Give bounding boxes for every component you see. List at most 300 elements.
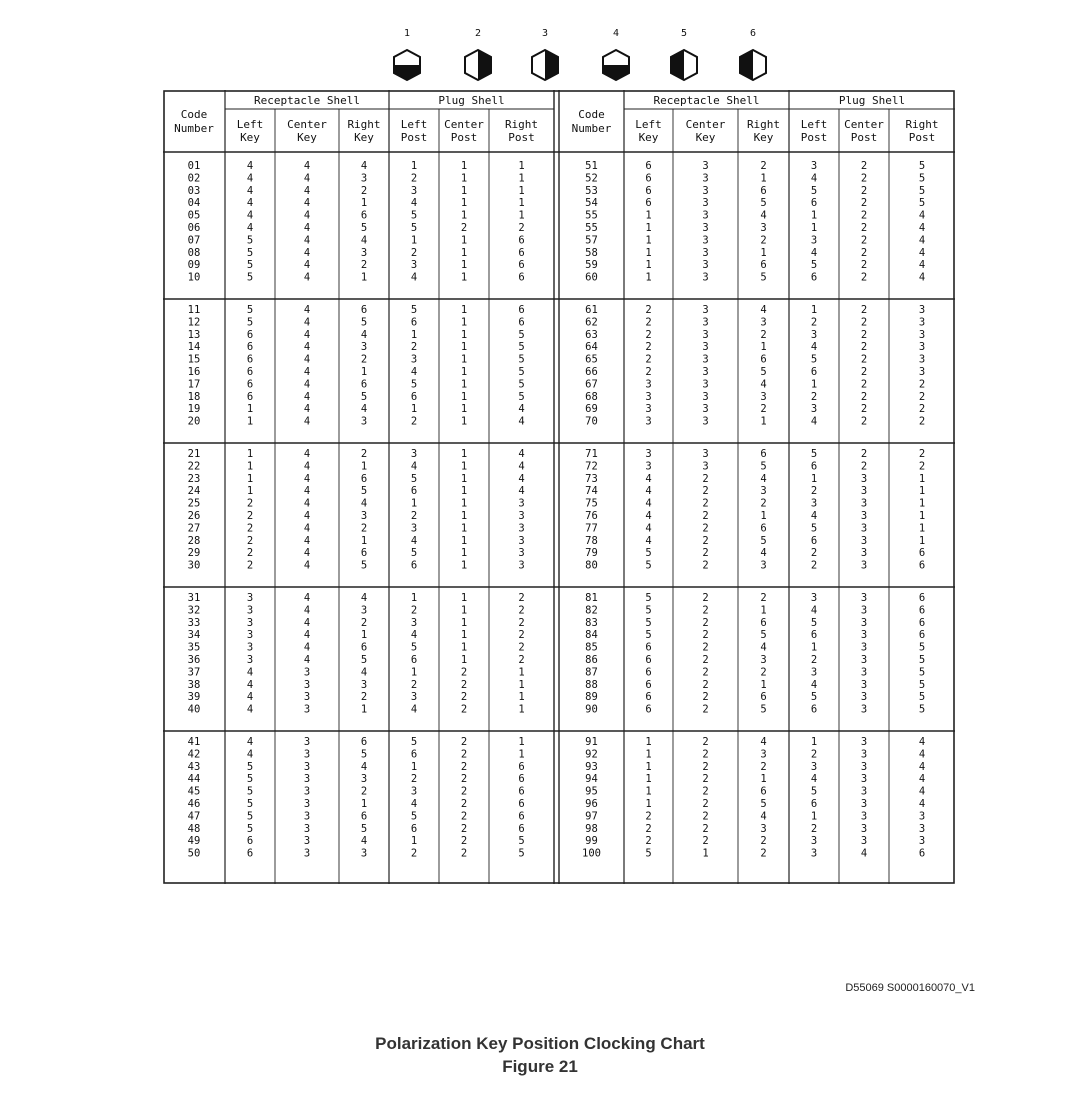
left-key-cell: 4 [246,691,254,704]
right-post-cell: 3 [518,522,525,535]
left-post-cell: 1 [410,328,418,341]
right-post-cell: 1 [918,522,926,535]
code-number-cell: 45 [187,785,201,798]
right-key-cell: 3 [360,246,368,259]
left-post-cell: 2 [410,773,418,786]
center-key-cell: 2 [702,604,709,617]
center-key-cell: 4 [303,448,311,460]
code-number-cell: 04 [187,197,201,210]
center-post-cell: 1 [460,592,468,604]
center-key-cell: 3 [702,448,709,460]
center-post-cell: 3 [860,641,868,654]
center-key-cell: 3 [303,703,311,716]
left-post-cell: 6 [810,271,818,284]
right-key-cell: 3 [360,510,368,522]
right-post-cell: 1 [518,197,525,210]
table-row [188,642,525,654]
right-post-cell: 1 [918,534,926,547]
key-position-number: 3 [541,28,549,39]
left-key-cell: 1 [645,222,652,234]
left-post-cell: 1 [810,736,818,748]
table-row [188,403,525,415]
right-post-cell: 2 [918,460,926,473]
left-post-cell: 4 [410,703,418,716]
code-number-cell: 02 [187,172,201,185]
left-key-cell: 4 [246,666,254,679]
left-key-cell: 4 [645,510,652,522]
center-post-cell: 1 [460,448,468,460]
table-row [585,234,925,246]
table-row [585,592,925,604]
hexagon-half-bottom-filled-icon [391,48,423,82]
center-key-cell: 2 [702,703,709,716]
left-key-cell: 6 [246,353,254,366]
right-key-cell: 2 [760,760,767,773]
code-number-cell: 44 [187,773,201,786]
left-post-cell: 4 [810,246,818,259]
right-key-cell: 5 [360,316,368,329]
right-post-cell: 4 [918,748,926,761]
left-key-cell: 1 [645,785,652,798]
center-key-cell: 3 [702,415,709,428]
key-position-number: 6 [749,28,757,39]
right-post-cell: 1 [918,472,926,485]
center-post-cell: 2 [860,378,868,391]
table-row [188,679,525,691]
center-key-cell: 4 [303,271,311,284]
left-post-cell: 1 [410,835,418,848]
right-key-cell: 4 [360,666,368,679]
code-number-cell: 41 [187,736,201,748]
table-row [188,798,525,810]
center-post-cell: 2 [860,353,868,366]
key-position-number: 4 [612,28,620,39]
right-key-cell: 1 [760,773,767,786]
left-key-cell: 1 [645,736,652,748]
code-number-cell: 30 [187,559,201,572]
table-row [188,604,525,616]
right-post-cell: 3 [918,328,926,341]
right-key-cell: 6 [760,353,767,366]
center-post-cell: 2 [860,328,868,341]
center-post-cell: 1 [460,197,468,210]
center-post-cell: 1 [460,184,468,197]
code-number-cell: 12 [187,316,201,329]
code-number-cell: 06 [187,222,201,234]
column-header-center-post: Post [450,131,478,144]
right-key-cell: 4 [360,592,368,604]
left-key-cell: 5 [645,547,652,560]
table-row [188,704,525,716]
table-row [188,416,525,428]
center-post-cell: 1 [460,415,468,428]
center-post-cell: 1 [460,378,468,391]
right-post-cell: 3 [518,497,525,510]
left-key-cell: 6 [246,847,254,860]
code-number-cell: 95 [585,785,598,798]
left-post-cell: 3 [810,847,818,860]
right-key-cell: 4 [360,760,368,773]
code-number-cell: 72 [585,460,598,473]
center-key-cell: 4 [303,222,311,234]
left-key-cell: 6 [246,366,254,378]
left-key-cell: 1 [246,472,254,485]
code-number-cell: 57 [585,234,598,247]
center-key-cell: 3 [702,259,709,272]
center-post-cell: 2 [460,785,468,798]
table-row [188,460,525,472]
center-post-cell: 3 [860,748,868,761]
column-header-left-post: Post [800,131,828,144]
center-post-cell: 2 [860,197,868,210]
left-post-cell: 2 [810,390,818,403]
right-post-cell: 2 [918,415,926,428]
right-key-cell: 2 [360,522,368,535]
left-key-cell: 1 [645,798,652,810]
right-post-cell: 4 [518,403,525,416]
right-post-cell: 5 [518,847,525,860]
table-row [585,378,925,390]
left-post-cell: 1 [810,209,818,222]
code-number-cell: 07 [187,234,201,247]
table-row [188,691,525,703]
left-post-cell: 1 [410,160,418,172]
left-post-cell: 5 [810,448,818,460]
right-key-cell: 6 [760,184,767,197]
right-post-cell: 3 [918,835,926,848]
center-key-cell: 2 [702,616,709,629]
table-row [188,510,525,522]
right-key-cell: 6 [360,304,368,316]
center-post-cell: 1 [460,259,468,272]
left-key-cell: 6 [645,654,652,666]
right-post-cell: 4 [918,209,926,222]
left-key-cell: 3 [645,460,652,473]
center-key-cell: 3 [702,316,709,329]
key-position-2 [456,28,500,86]
right-post-cell: 5 [518,366,525,378]
right-post-cell: 4 [518,472,525,485]
center-key-cell: 3 [702,304,709,316]
left-post-cell: 2 [410,604,418,617]
left-key-cell: 3 [246,654,254,666]
right-post-cell: 5 [918,160,926,172]
center-key-cell: 2 [702,497,709,510]
center-post-cell: 1 [460,547,468,560]
right-post-cell: 4 [518,448,525,460]
center-post-cell: 1 [460,654,468,666]
table-row [188,341,525,353]
right-post-cell: 1 [918,485,926,498]
center-key-cell: 4 [303,378,311,391]
right-key-cell: 5 [760,534,767,547]
left-post-cell: 4 [410,366,418,378]
key-position-6 [731,28,775,86]
right-key-cell: 1 [360,798,368,810]
center-post-cell: 2 [860,390,868,403]
center-key-cell: 2 [702,798,709,810]
left-key-cell: 2 [246,534,254,547]
table-row [188,736,525,748]
center-post-cell: 2 [860,460,868,473]
right-post-cell: 6 [918,547,926,560]
code-number-cell: 48 [187,822,201,835]
left-key-cell: 6 [645,691,652,704]
right-post-cell: 5 [518,390,525,403]
center-key-cell: 2 [702,760,709,773]
left-key-cell: 3 [645,448,652,460]
right-key-cell: 4 [360,328,368,341]
center-post-cell: 2 [860,222,868,234]
table-row [585,391,925,403]
code-number-cell: 15 [187,353,201,366]
code-number-cell: 18 [187,390,201,403]
center-key-cell: 1 [702,847,709,860]
center-post-cell: 2 [460,822,468,835]
right-key-cell: 2 [360,259,368,272]
code-number-cell: 93 [585,760,598,773]
table-row [585,247,925,259]
table-row [585,823,925,835]
center-post-cell: 1 [460,604,468,617]
left-key-cell: 3 [246,592,254,604]
left-post-cell: 5 [410,378,418,391]
left-key-cell: 5 [246,316,254,329]
center-key-cell: 2 [702,534,709,547]
left-key-cell: 5 [246,760,254,773]
left-post-cell: 5 [810,691,818,704]
left-post-cell: 5 [810,259,818,272]
center-post-cell: 2 [860,415,868,428]
right-post-cell: 4 [918,246,926,259]
center-key-cell: 2 [702,641,709,654]
code-number-cell: 24 [187,485,201,498]
column-header-code-number: Code [578,108,605,121]
left-post-cell: 4 [410,271,418,284]
left-post-cell: 6 [410,559,418,572]
table-row [585,222,925,234]
right-key-cell: 1 [360,460,368,473]
code-number-cell: 99 [585,835,598,848]
center-post-cell: 2 [460,773,468,786]
center-key-cell: 3 [303,666,311,679]
right-post-cell: 1 [918,497,926,510]
left-post-cell: 4 [810,604,818,617]
column-header-code-number: Number [174,122,214,135]
right-key-cell: 2 [760,497,767,510]
hexagon-half-right-filled-icon [529,48,561,82]
table-row [585,304,925,316]
right-key-cell: 2 [360,353,368,366]
table-row [188,810,525,822]
center-key-cell: 3 [702,378,709,391]
left-key-cell: 4 [246,736,254,748]
center-post-cell: 1 [460,497,468,510]
table-row [188,835,525,847]
right-key-cell: 6 [360,472,368,485]
center-post-cell: 2 [460,678,468,691]
right-post-cell: 6 [918,629,926,642]
right-post-cell: 4 [518,460,525,473]
center-post-cell: 3 [860,592,868,604]
left-post-cell: 2 [810,654,818,666]
table-row [585,185,925,197]
left-post-cell: 1 [410,234,418,247]
right-post-cell: 5 [918,641,926,654]
left-post-cell: 3 [810,403,818,416]
table-row [188,773,525,785]
code-number-cell: 05 [187,209,201,222]
left-key-cell: 4 [246,748,254,761]
right-post-cell: 4 [918,773,926,786]
left-key-cell: 5 [246,810,254,823]
table-row [188,654,525,666]
group-header-receptacle-shell: Receptacle Shell [254,94,360,107]
center-post-cell: 2 [860,160,868,172]
left-post-cell: 4 [810,773,818,786]
right-post-cell: 6 [918,604,926,617]
center-post-cell: 2 [460,835,468,848]
left-key-cell: 4 [645,497,652,510]
code-number-cell: 55 [585,222,598,234]
table-row [585,510,925,522]
center-post-cell: 3 [860,629,868,642]
code-number-cell: 69 [585,403,598,416]
center-post-cell: 2 [860,304,868,316]
right-key-cell: 1 [760,510,767,522]
table-row [585,666,925,678]
center-post-cell: 1 [460,522,468,535]
code-number-cell: 39 [187,691,201,704]
code-number-cell: 63 [585,328,598,341]
table-row [188,560,525,572]
left-post-cell: 2 [810,559,818,572]
right-key-cell: 2 [360,448,368,460]
center-key-cell: 4 [303,366,311,378]
right-post-cell: 6 [918,592,926,604]
center-key-cell: 2 [702,835,709,848]
table-row [585,172,925,184]
center-key-cell: 2 [702,559,709,572]
code-number-cell: 33 [187,616,201,629]
center-post-cell: 2 [860,234,868,247]
key-position-number: 2 [474,28,482,39]
right-key-cell: 6 [760,448,767,460]
code-number-cell: 76 [585,510,598,522]
center-post-cell: 3 [860,559,868,572]
left-post-cell: 3 [410,259,418,272]
right-key-cell: 3 [760,654,767,666]
code-number-cell: 70 [585,415,598,428]
center-post-cell: 2 [860,366,868,378]
center-post-cell: 2 [860,246,868,259]
code-number-cell: 38 [187,678,201,691]
center-post-cell: 3 [860,810,868,823]
right-key-cell: 6 [360,209,368,222]
left-post-cell: 2 [410,847,418,860]
center-key-cell: 4 [303,259,311,272]
right-post-cell: 6 [518,316,525,329]
center-post-cell: 1 [460,390,468,403]
center-key-cell: 2 [702,748,709,761]
code-number-cell: 53 [585,184,598,197]
center-key-cell: 4 [303,160,311,172]
right-post-cell: 2 [518,222,525,234]
center-key-cell: 4 [303,328,311,341]
right-key-cell: 2 [360,691,368,704]
center-key-cell: 2 [702,654,709,666]
left-post-cell: 2 [810,316,818,329]
hexagon-half-left-filled-icon [668,48,700,82]
table-row [585,761,925,773]
center-key-cell: 4 [303,654,311,666]
right-post-cell: 5 [518,353,525,366]
left-key-cell: 1 [246,415,254,428]
right-post-cell: 2 [918,390,926,403]
center-key-cell: 3 [702,222,709,234]
code-number-cell: 81 [585,592,598,604]
table-row [585,403,925,415]
table-row [188,666,525,678]
right-post-cell: 1 [518,666,525,679]
center-key-cell: 4 [303,197,311,210]
right-key-cell: 1 [360,366,368,378]
left-key-cell: 6 [645,184,652,197]
left-post-cell: 5 [810,353,818,366]
code-number-cell: 58 [585,246,598,259]
table-row [188,485,525,497]
left-post-cell: 6 [410,748,418,761]
center-key-cell: 4 [303,172,311,185]
center-key-cell: 3 [303,748,311,761]
left-post-cell: 6 [410,390,418,403]
left-post-cell: 2 [810,822,818,835]
right-key-cell: 1 [760,604,767,617]
right-post-cell: 2 [518,629,525,642]
left-post-cell: 6 [810,460,818,473]
right-post-cell: 3 [918,304,926,316]
right-key-cell: 4 [360,403,368,416]
center-post-cell: 1 [460,353,468,366]
left-key-cell: 4 [645,522,652,535]
center-key-cell: 3 [303,847,311,860]
left-key-cell: 1 [645,246,652,259]
right-key-cell: 4 [360,497,368,510]
left-post-cell: 1 [810,304,818,316]
left-key-cell: 2 [645,328,652,341]
left-post-cell: 5 [410,736,418,748]
center-post-cell: 3 [860,472,868,485]
left-key-cell: 1 [645,259,652,272]
code-number-cell: 09 [187,259,201,272]
center-key-cell: 2 [702,678,709,691]
left-post-cell: 4 [810,510,818,522]
group-header-receptacle-shell: Receptacle Shell [653,94,760,107]
code-number-cell: 85 [585,641,598,654]
center-post-cell: 3 [860,485,868,498]
right-post-cell: 5 [518,835,525,848]
right-key-cell: 2 [760,403,767,416]
table-row [585,341,925,353]
right-post-cell: 5 [918,172,926,185]
left-post-cell: 1 [810,472,818,485]
center-post-cell: 3 [860,678,868,691]
table-row [188,498,525,510]
right-key-cell: 5 [760,798,767,810]
center-post-cell: 3 [860,666,868,679]
left-key-cell: 4 [246,160,254,172]
code-number-cell: 54 [585,197,598,210]
